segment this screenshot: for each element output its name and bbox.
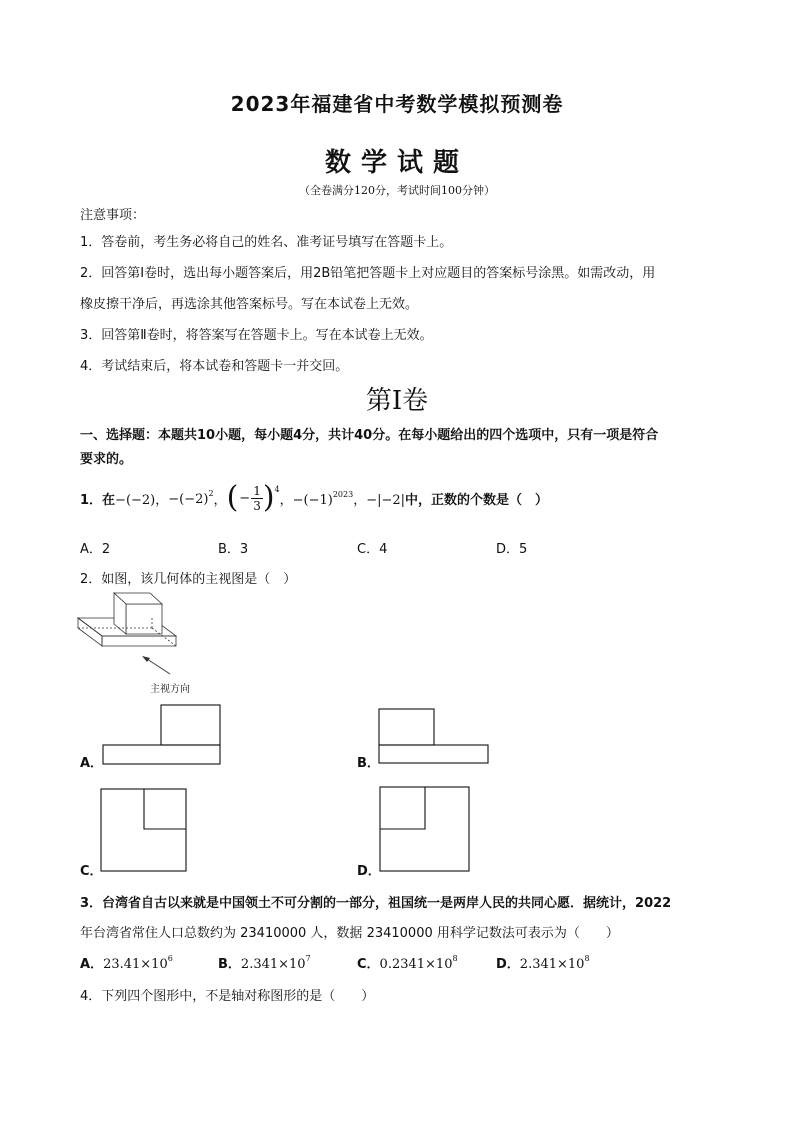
q1-frac-num: 1 xyxy=(253,483,261,498)
q1-expr-2-base: −(−2) xyxy=(168,492,209,507)
question-2: 2．如图，该几何体的主视图是（ ） xyxy=(80,572,297,587)
q3-option-a-exp: 6 xyxy=(167,954,173,963)
q3-option-b-base: 2.341×10 xyxy=(240,957,306,972)
notice-item-4: 4．考试结束后，将本试卷和答题卡一并交回。 xyxy=(80,359,349,374)
q2-option-a-label: A． xyxy=(80,756,104,771)
slab-left-face xyxy=(78,618,102,646)
notice-heading: 注意事项： xyxy=(80,208,146,223)
q1-frac-den: 3 xyxy=(253,498,261,513)
q3-option-c xyxy=(357,953,458,972)
q3-option-b-label: B． xyxy=(218,957,241,972)
exam-note: （全卷满分120分，考试时间100分钟） xyxy=(299,184,495,197)
view-direction-caption: 主视方向 xyxy=(150,684,190,695)
q1-expr-4-exp: 2023 xyxy=(332,489,354,499)
q3-option-b-exp: 7 xyxy=(305,954,311,963)
question-4: 4．下列四个图形中，不是轴对称图形的是（ ） xyxy=(80,989,375,1004)
q2-option-d-label: D． xyxy=(357,864,381,879)
view-direction-arrow xyxy=(138,652,178,677)
q3-option-c-label: C． xyxy=(357,957,380,972)
q3-option-c-base: 0.2341×10 xyxy=(379,957,453,972)
q1-expr-3-exp: 4 xyxy=(274,485,280,494)
q3-option-d-exp: 8 xyxy=(584,954,590,963)
section-instructions-cont: 要求的。 xyxy=(80,452,133,467)
q1-option-b: B．3 xyxy=(218,542,249,557)
question-3: 3．台湾省自古以来就是中国领土不可分割的一部分，祖国统一是两岸人民的共同心愿．据统计，2022 xyxy=(80,896,672,911)
q2-option-a-figure xyxy=(102,704,222,766)
question-1 xyxy=(80,478,548,518)
q3-option-a xyxy=(80,953,173,972)
q1-expr-3-sign: − xyxy=(239,490,251,506)
q3-option-c-exp: 8 xyxy=(452,954,458,963)
question-3-cont: 年台湾省常住人口总数约为 23410000 人，数据 23410000 用科学记数法可表示为（ ） xyxy=(80,926,619,941)
q1-expr-4 xyxy=(280,489,354,508)
q1-expr-1: −(−2)， xyxy=(115,492,169,508)
q2-solid-figure xyxy=(76,590,186,660)
cube-front-face xyxy=(126,604,162,634)
subject-heading: 数学试题 xyxy=(324,148,469,178)
q3-option-a-base: 23.41×10 xyxy=(103,957,168,972)
q2-option-b-figure xyxy=(378,708,490,766)
notice-item-3: 3．回答第Ⅱ卷时，将答案写在答题卡上。写在本试卷上无效。 xyxy=(80,328,433,343)
q1-expr-3: ( − $\frac{1}{3}$ ) 4 xyxy=(226,480,280,515)
notice-item-2-cont: 橡皮擦干净后，再选涂其他答案标号。写在本试卷上无效。 xyxy=(80,297,419,312)
q1-expr-5: ，−|−2| xyxy=(353,492,406,508)
q1-option-a: A．2 xyxy=(80,542,111,557)
q2-option-b-label: B． xyxy=(357,756,380,771)
notice-item-2: 2．回答第Ⅰ卷时，选出每小题答案后，用2B铅笔把答题卡上对应题目的答案标号涂黑。如需改动，用 xyxy=(80,266,656,281)
q1-expr-2 xyxy=(168,489,213,507)
q1-sep: ， xyxy=(213,492,227,508)
exam-title: 2023年福建省中考数学模拟预测卷 xyxy=(230,92,564,116)
q3-option-d-label: D． xyxy=(496,957,520,972)
q3-option-b xyxy=(218,953,311,972)
q2-option-c-figure xyxy=(100,788,188,874)
q3-option-a-label: A． xyxy=(80,957,104,972)
q1-expr-2-exp: 2 xyxy=(208,489,214,498)
q1-suffix: 中，正数的个数是（ ） xyxy=(405,492,549,508)
q1-prefix: 1．在 xyxy=(80,492,116,508)
notice-item-1: 1．答卷前，考生务必将自己的姓名、准考证号填写在答题卡上。 xyxy=(80,235,453,250)
q3-option-d-base: 2.341×10 xyxy=(519,957,585,972)
q2-option-d-figure xyxy=(379,786,471,874)
q3-option-d xyxy=(496,953,590,972)
q1-option-d: D．5 xyxy=(496,542,528,557)
q1-option-c: C．4 xyxy=(357,542,388,557)
volume-heading: 第Ⅰ卷 xyxy=(365,386,429,416)
section-instructions: 一、选择题：本题共10小题，每小题4分，共计40分。在每小题给出的四个选项中，只有一项是符合 xyxy=(80,428,659,443)
q1-expr-4-base: ，−(−1) xyxy=(279,492,333,508)
q2-option-c-label: C． xyxy=(80,864,103,879)
